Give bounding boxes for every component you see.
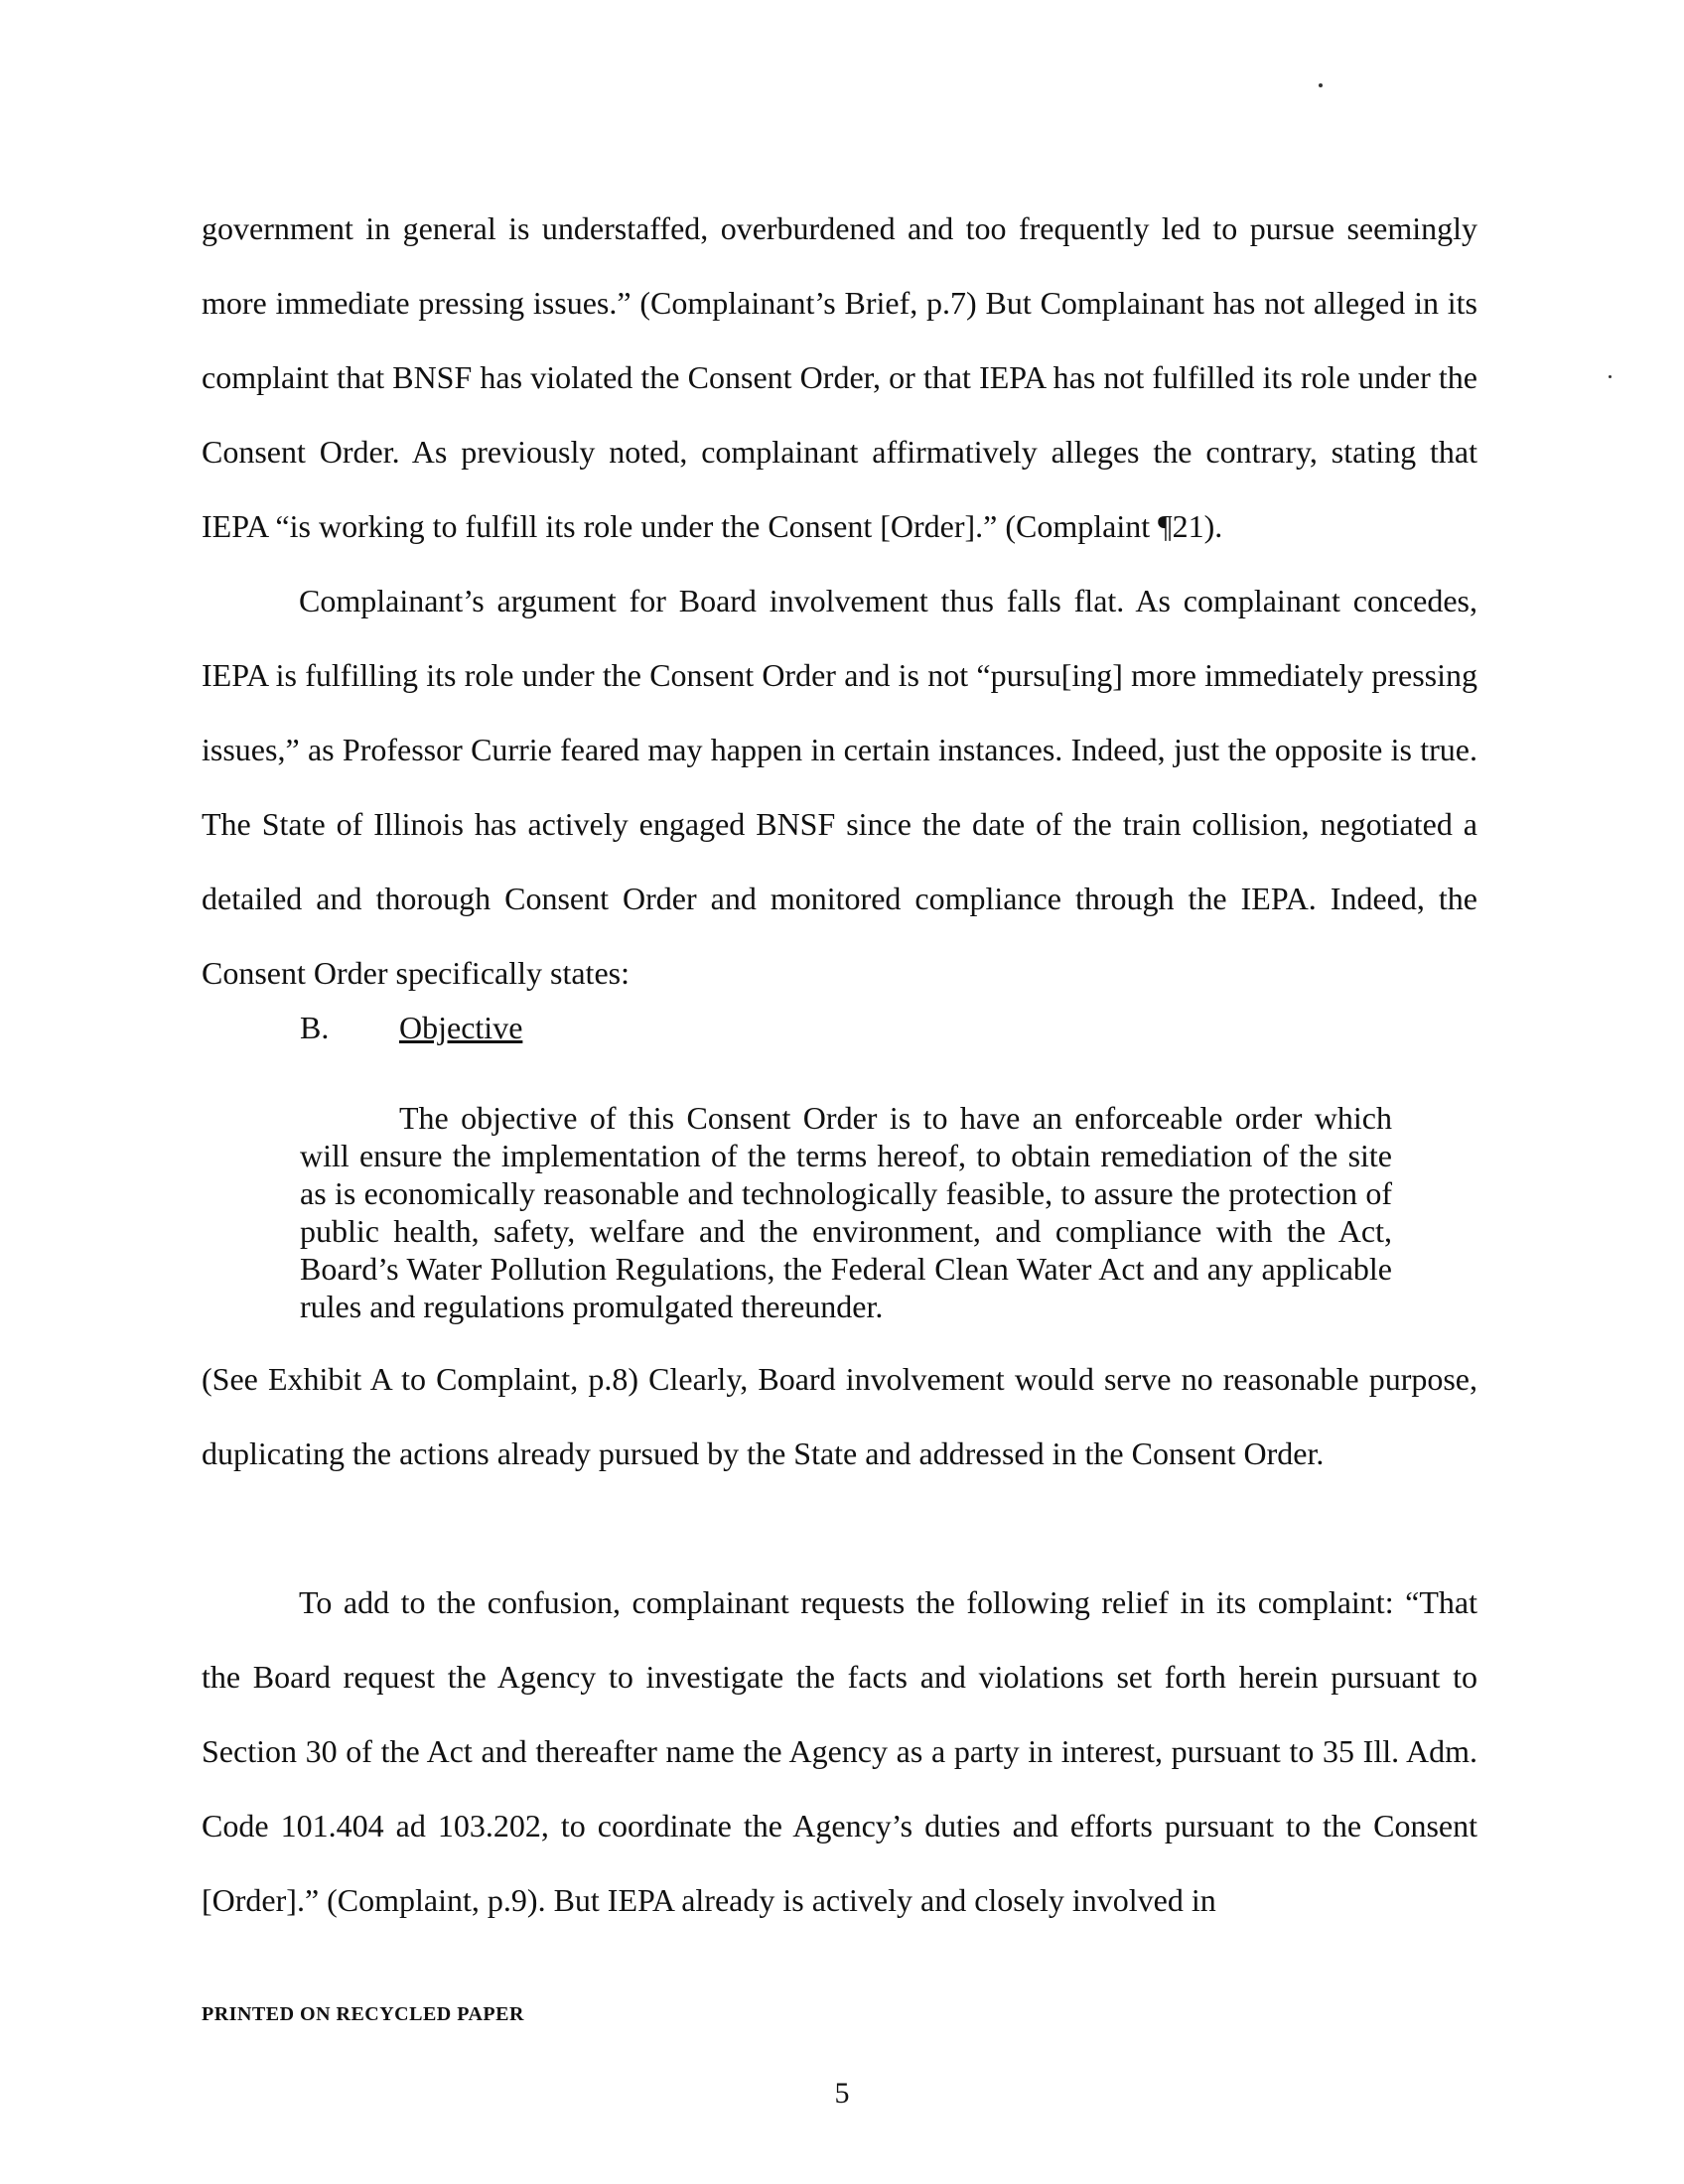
paragraph-4: To add to the confusion, complainant requests the following relief in its complaint: “That the Board request the Agency to investigate the facts and violations set forth herein pursuant to Section 30 of the Act and thereafter name the Agency as a party in interest, pursuant to 35 Ill. Adm. Code 101.404 ad 103.202, to coordinate the Agency’s duties and efforts pursuant to the Consent [Order].” (Complaint, p.9). But IEPA already is actively and closely involved in bbox=[202, 1584, 1477, 1918]
paragraph-2: Complainant’s argument for Board involvement thus falls flat. As complainant concedes, IEPA is fulfilling its role under the Consent Order and is not “pursu[ing] more immediately pressing issues,” as Professor Currie feared may happen in certain instances. Indeed, just the opposite is true. The State of Illinois has actively engaged BNSF since the date of the train collision, negotiated a detailed and thorough Consent Order and monitored compliance through the IEPA. Indeed, the Consent Order specifically states: bbox=[202, 583, 1477, 991]
scan-speck bbox=[1319, 83, 1323, 87]
section-title: Objective bbox=[399, 1010, 523, 1045]
paragraph-3: (See Exhibit A to Complaint, p.8) Clearly, Board involvement would serve no reasonable purpose, duplicating the actions already pursued by the State and addressed in the Consent Order. bbox=[202, 1361, 1477, 1471]
page-number: 5 bbox=[834, 2077, 850, 2110]
block-quote: The objective of this Consent Order is to have an enforceable order which will ensure the implementation of the terms hereof, to obtain remediation of the site as is economically reasonable and technologically feasible, to assure the protection of public health, safety, welfare and the environment, and compliance with the Act, Board’s Water Pollution Regulations, the Federal Clean Water Act and any applicable rules and regulations promulgated thereunder. bbox=[300, 1100, 1392, 1324]
section-heading bbox=[300, 1008, 522, 1047]
section-letter: B. bbox=[300, 1010, 330, 1045]
footer-note: PRINTED ON RECYCLED PAPER bbox=[202, 2003, 524, 2025]
scan-speck bbox=[1609, 375, 1612, 378]
paragraph-1: government in general is understaffed, overburdened and too frequently led to pursue seemingly more immediate pressing issues.” (Complainant’s Brief, p.7) But Complainant has not alleged in its complaint that BNSF has violated the Consent Order, or that IEPA has not fulfilled its role under the Consent Order. As previously noted, complainant affirmatively alleges the contrary, stating that IEPA “is working to fulfill its role under the Consent [Order].” (Complaint ¶21). bbox=[202, 210, 1477, 544]
